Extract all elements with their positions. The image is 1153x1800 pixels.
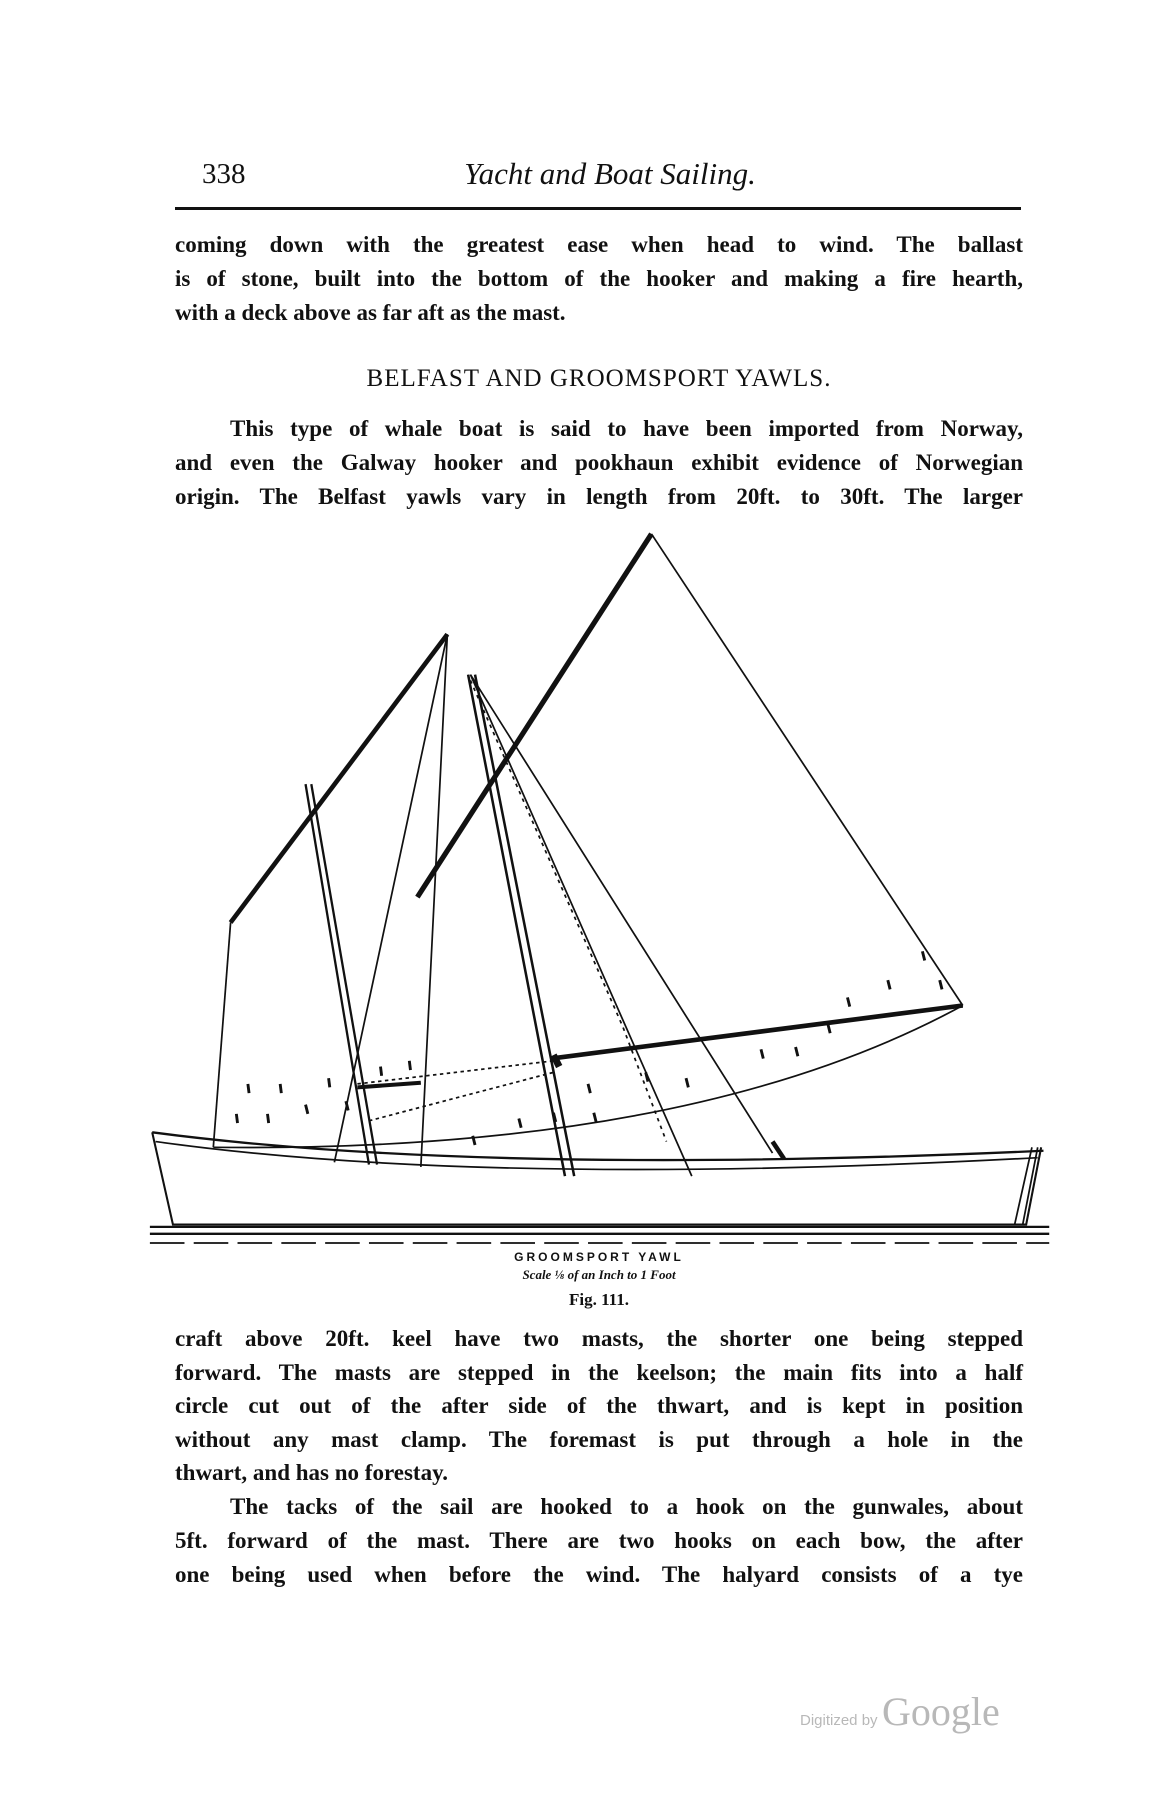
figure-title: GROOMSPORT YAWL	[514, 1250, 684, 1264]
text-line: 5ft. forward of the mast. There are two hooks on each bow, the after	[175, 1528, 1023, 1553]
text-line: forward. The masts are stepped in the keelson; the main fits into a half	[175, 1360, 1023, 1385]
text-line: circle cut out of the after side of the thwart, and is kept in position	[175, 1393, 1023, 1418]
text-line: and even the Galway hooker and pookhaun exhibit evidence of Norwegian	[175, 450, 1023, 475]
text-line: without any mast clamp. The foremast is put through a hole in the	[175, 1427, 1023, 1452]
figure-label: Fig. 111.	[569, 1290, 629, 1309]
page-number: 338	[202, 158, 246, 190]
text-line: one being used when before the wind. The halyard consists of a tye	[175, 1562, 1023, 1587]
text-line: coming down with the greatest ease when head to wind. The ballast	[175, 232, 1023, 257]
watermark-brand: Google	[882, 1689, 1000, 1734]
running-title: Yacht and Boat Sailing.	[464, 156, 756, 191]
text-line: is of stone, built into the bottom of the hooker and making a fire hearth,	[175, 266, 1023, 291]
text-line: thwart, and has no forestay.	[175, 1460, 449, 1485]
section-heading: BELFAST AND GROOMSPORT YAWLS.	[366, 365, 832, 392]
text-line: with a deck above as far aft as the mast.	[175, 300, 566, 325]
text-line: The tacks of the sail are hooked to a hook on the gunwales, about	[230, 1494, 1023, 1519]
watermark-prefix: Digitized by	[800, 1712, 878, 1729]
text-line: This type of whale boat is said to have been imported from Norway,	[230, 416, 1023, 441]
text-line: origin. The Belfast yawls vary in length from 20ft. to 30ft. The larger	[175, 484, 1023, 509]
text-line: craft above 20ft. keel have two masts, the shorter one being stepped	[175, 1326, 1023, 1351]
google-watermark	[800, 1688, 1000, 1735]
figure-scale: Scale ⅛ of an Inch to 1 Foot	[522, 1267, 676, 1282]
